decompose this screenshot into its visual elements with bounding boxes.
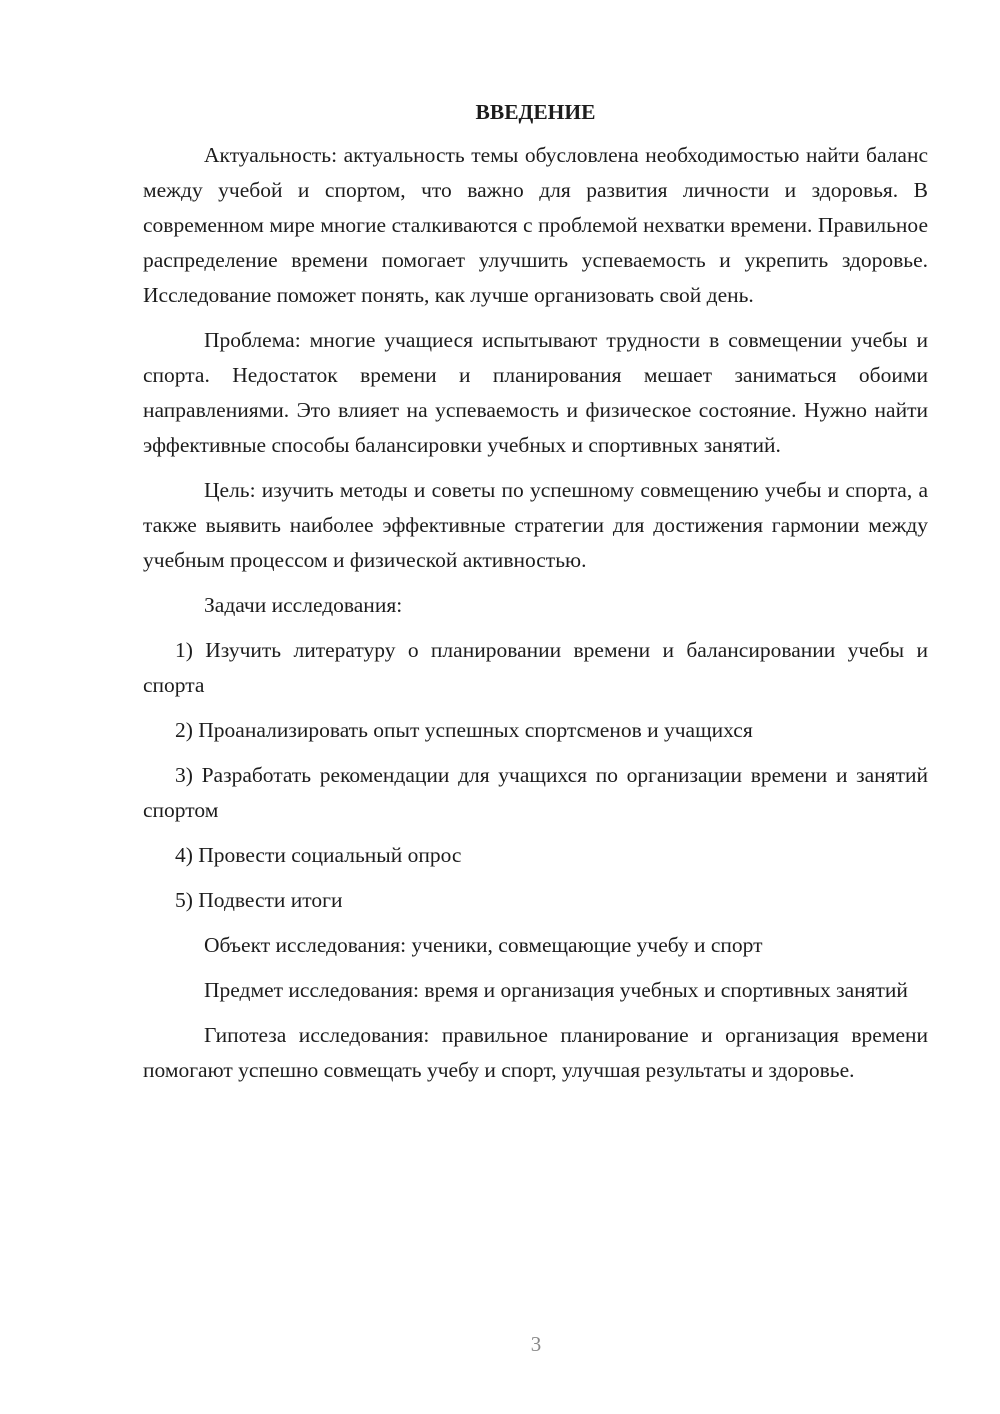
tasks-heading: Задачи исследования:: [204, 593, 403, 617]
task-item-4: 4) Провести социальный опрос: [175, 843, 462, 867]
page-content: [143, 95, 928, 1098]
goal-paragraph: Цель: изучить методы и советы по успешному совмещению учебы и спорта, а также выявить наиболее эффективные стратегии для достижения гармонии между учебным процессом и физической активностью.: [143, 478, 928, 572]
section-title: ВВЕДЕНИЕ: [475, 100, 596, 124]
task-item-3: 3) Разработать рекомендации для учащихся по организации времени и занятий спортом: [143, 763, 928, 822]
page-number: 3: [530, 1332, 542, 1356]
task-item-5: 5) Подвести итоги: [175, 888, 343, 912]
task-item-2: 2) Проанализировать опыт успешных спортсменов и учащихся: [175, 718, 753, 742]
object-paragraph: Объект исследования: ученики, совмещающие учебу и спорт: [204, 933, 763, 957]
relevance-paragraph: Актуальность: актуальность темы обусловлена необходимостью найти баланс между учебой и спортом, что важно для развития личности и здоровья. В современном мире многие сталкиваются с проблемой нехватки времени. Правильное распределение времени помогает улучшить успеваемость и укрепить здоровье. Исследование поможет понять, как лучше организовать свой день.: [143, 143, 928, 307]
problem-paragraph: Проблема: многие учащиеся испытывают трудности в совмещении учебы и спорта. Недостаток времени и планирования мешает заниматься обоими направлениями. Это влияет на успеваемость и физическое состояние. Нужно найти эффективные способы балансировки учебных и спортивных занятий.: [143, 328, 928, 457]
task-item-1: 1) Изучить литературу о планировании времени и балансировании учебы и спорта: [143, 638, 928, 697]
subject-paragraph: Предмет исследования: время и организация учебных и спортивных занятий: [204, 978, 908, 1002]
hypothesis-paragraph: Гипотеза исследования: правильное планирование и организация времени помогают успешно совмещать учебу и спорт, улучшая результаты и здоровье.: [143, 1023, 928, 1082]
